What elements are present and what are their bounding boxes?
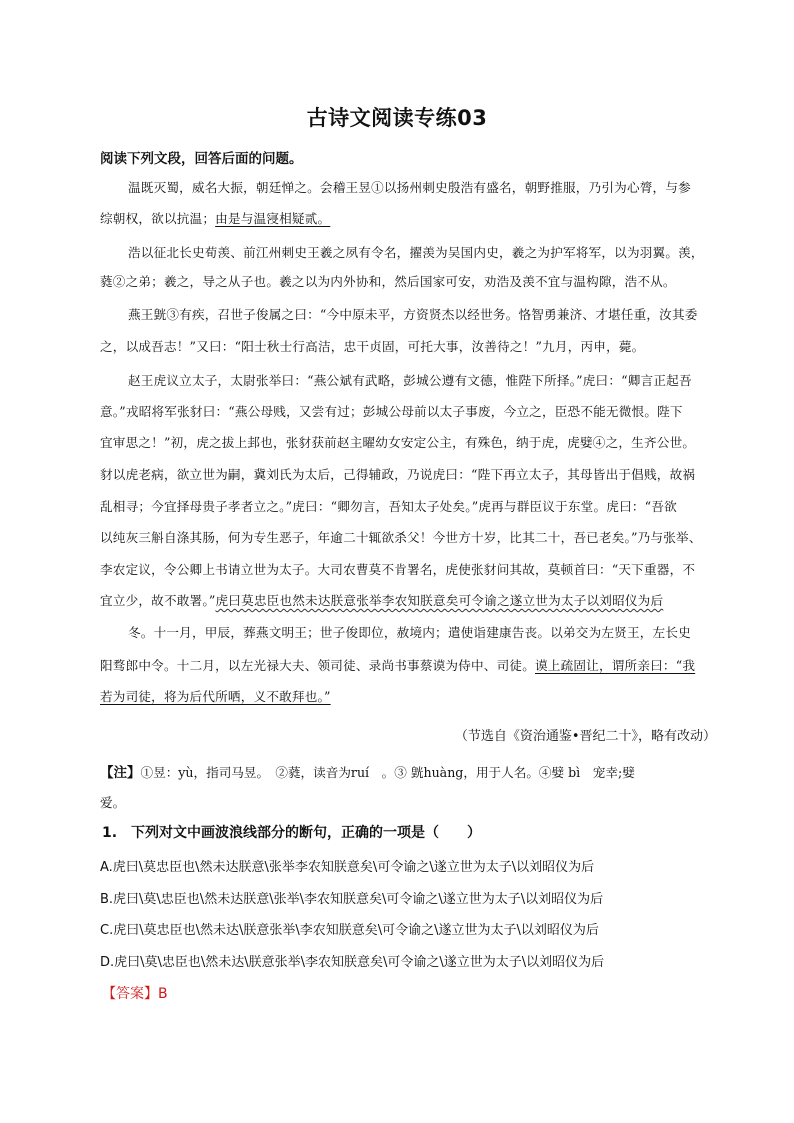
passage-line: 之，以成吾志！”又曰：“阳士秋士行高洁，忠干贞固，可托大事，汝善待之！”九月，丙申，薨。 (100, 339, 645, 354)
page-title: 古诗文阅读专练03 (306, 106, 488, 130)
answer-label: 【答案】 (102, 986, 158, 1002)
option-d: D.虎曰\莫\忠臣也\然未达\朕意张举\李农知朕意矣\可令谕之\遂立世为太子\以刘昭仪为后 (100, 955, 605, 970)
passage-line (100, 689, 331, 705)
wavy-underlined-sentence: 虎曰莫忠臣也然未达朕意张举李农知朕意矣可令谕之遂立世为太子以刘昭仪为后 (215, 593, 664, 608)
passage-text: 综朝权，欲以抗温； (100, 211, 216, 226)
passage-line: 燕王皝③有疾，召世子俊属之曰：“今中原未平，方资贤杰以经世务。恪智勇兼济、才堪任重，汝其委 (128, 307, 698, 322)
underlined-sentence: 由是与温寖相疑贰。 (215, 211, 331, 226)
passage-line: 赵王虎议立太子，太尉张举曰：“燕公斌有武略，彭城公遵有文德，惟陛下所择。”虎曰：“卿言正起吾 (128, 373, 692, 388)
passage-line (100, 211, 330, 227)
passage-line: 冬。十一月，甲辰，葬燕文明王；世子俊即位，赦境内；遣使诣建康告丧。以弟交为左贤王，左长史 (128, 625, 691, 640)
instruction: 阅读下列文段，回答后面的问题。 (100, 151, 303, 167)
passage-line: 温既灭蜀，威名大振，朝廷惮之。会稽王昱①以扬州刺史殷浩有盛名，朝野推服，乃引为心膂，与参 (128, 180, 691, 195)
passage-line (100, 658, 695, 674)
answer-value: B (158, 986, 168, 1002)
notes-text: ①昱：yù，指司马昱。 ②蕤，读音为ruí 。③ 皝huàng，用于人名。④嬖 bì 宠幸;嬖 (140, 765, 635, 780)
notes-label: 【注】 (100, 765, 141, 781)
passage-line (100, 593, 663, 609)
passage-text: 阳骛郎中令。十二月，以左光禄大夫、领司徒、录尚书事蔡谟为侍中、司徒。 (100, 658, 535, 673)
passage-line: 李农定议，令公卿上书请立世为太子。大司农曹莫不肯署名，虎使张豺问其故，莫顿首曰：“天下重器，不 (100, 562, 696, 577)
passage-text: 宜立少，故不敢署。” (100, 593, 216, 608)
passage-line: 蕤②之弟；羲之，导之从子也。羲之以为内外协和，然后国家可安，劝浩及羡不宜与温构隙，浩不从。 (100, 274, 676, 289)
underlined-sentence: 若为司徒，将为后代所哂，义不敢拜也。” (100, 689, 331, 704)
question-1: 1. 下列对文中画波浪线部分的断句，正确的一项是（ ） (102, 825, 482, 841)
underlined-sentence: 谟上疏固让，谓所亲曰：“我 (535, 658, 696, 673)
notes-line (100, 761, 635, 781)
passage-line: 以纯灰三斛自涤其肠，何为专生恶子，年逾二十辄欲杀父！今世方十岁，比其二十，吾已老矣。”乃与张举、 (100, 530, 702, 545)
notes-line: 爱。 (100, 795, 126, 810)
passage-line: 豺以虎老病，欲立世为嗣，冀刘氏为太后，己得辅政，乃说虎曰：“陛下再立太子，其母皆出于倡贱，故祸 (100, 467, 696, 482)
passage-line: 乱相寻；今宜择母贵子孝者立之。”虎曰：“卿勿言，吾知太子处矣。”虎再与群臣议于东堂。虎曰：“吾欲 (100, 499, 677, 514)
option-a: A.虎曰\莫忠臣也\然未达朕意\张举李农知朕意矣\可令谕之\遂立世为太子\以刘昭仪为后 (100, 860, 595, 875)
answer (102, 983, 168, 1003)
option-b: B.虎曰\莫\忠臣也\然未达朕意\张举\李农知朕意矣\可令谕之\遂立世为太子\以刘昭仪为后 (100, 892, 604, 907)
option-c: C.虎曰\莫忠臣也\然未达\朕意张举\李农知朕意矣\可令谕之\遂立世为太子\以刘昭仪为后 (100, 923, 599, 938)
passage-line: 宜审思之！”初，虎之拔上邽也，张豺获前赵主曜幼女安定公主，有殊色，纳于虎，虎嬖④之，生齐公世。 (100, 435, 696, 450)
passage-line: 浩以征北长史荀羡、前江州刺史王羲之夙有令名，擢羡为吴国内史，羲之为护军将军，以为羽翼。羡， (128, 245, 704, 260)
source-citation: （节选自《资治通鉴•晋纪二十》，略有改动） (454, 729, 716, 744)
passage-line: 意。”戎昭将军张豺曰：“燕公母贱，又尝有过；彭城公母前以太子事废，今立之，臣恐不能无微恨。陛下 (100, 404, 683, 419)
